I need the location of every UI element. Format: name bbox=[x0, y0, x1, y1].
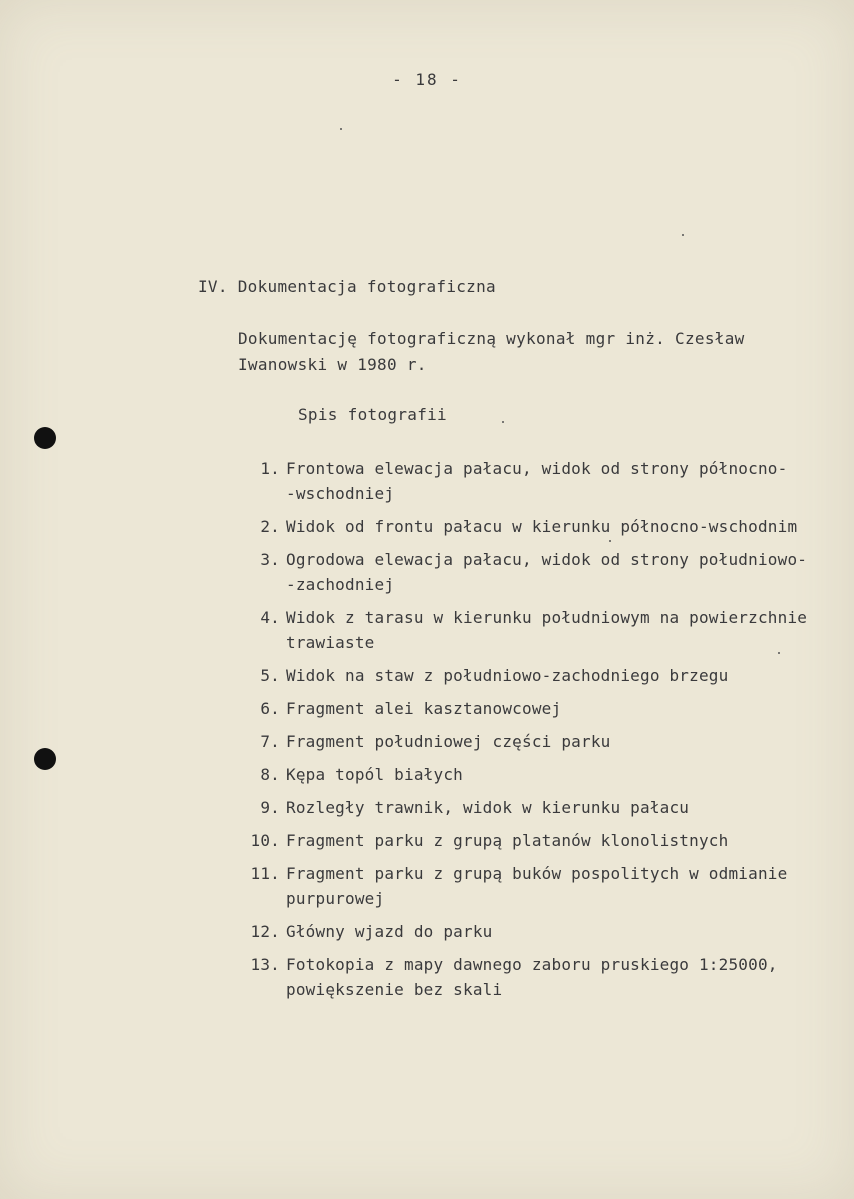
item-number: 2. bbox=[260, 517, 280, 536]
list-item bbox=[222, 795, 832, 820]
punch-hole bbox=[34, 427, 56, 449]
item-line: Fragment parku z grupą platanów klonolistnych bbox=[286, 831, 729, 850]
item-text bbox=[284, 663, 832, 688]
item-text bbox=[284, 952, 832, 1002]
item-number: 7. bbox=[260, 732, 280, 751]
list-title: Spis fotografii bbox=[298, 405, 447, 424]
intro-line: Iwanowski w 1980 r. bbox=[238, 355, 427, 374]
list-item bbox=[222, 861, 832, 911]
list-item bbox=[222, 663, 832, 688]
item-number: 5. bbox=[260, 666, 280, 685]
paper-speck bbox=[502, 421, 504, 423]
list-item bbox=[222, 828, 832, 853]
item-line: Kępa topól białych bbox=[286, 765, 463, 784]
list-item bbox=[222, 919, 832, 944]
list-item bbox=[222, 762, 832, 787]
intro-paragraph bbox=[238, 326, 798, 378]
list-item bbox=[222, 547, 832, 597]
item-text bbox=[284, 861, 832, 911]
list-item bbox=[222, 696, 832, 721]
item-line: Ogrodowa elewacja pałacu, widok od strony południowo- bbox=[286, 550, 808, 569]
item-line: trawiaste bbox=[286, 633, 375, 652]
item-number: 13. bbox=[250, 955, 280, 974]
item-line: Frontowa elewacja pałacu, widok od strony północno- bbox=[286, 459, 788, 478]
paper-speck bbox=[682, 234, 684, 236]
item-line: powiększenie bez skali bbox=[286, 980, 503, 999]
item-text bbox=[284, 795, 832, 820]
item-line: Widok z tarasu w kierunku południowym na powierzchnie bbox=[286, 608, 808, 627]
item-text bbox=[284, 605, 832, 655]
item-line: Główny wjazd do parku bbox=[286, 922, 493, 941]
item-line: purpurowej bbox=[286, 889, 385, 908]
item-text bbox=[284, 456, 832, 506]
item-number: 11. bbox=[250, 864, 280, 883]
paper-speck bbox=[778, 652, 780, 654]
list-item bbox=[222, 514, 832, 539]
paper-speck bbox=[609, 540, 611, 542]
item-number: 6. bbox=[260, 699, 280, 718]
item-number: 3. bbox=[260, 550, 280, 569]
item-line: Widok od frontu pałacu w kierunku północno-wschodnim bbox=[286, 517, 798, 536]
item-number: 4. bbox=[260, 608, 280, 627]
section-heading: IV. Dokumentacja fotograficzna bbox=[198, 277, 496, 296]
item-text bbox=[284, 828, 832, 853]
intro-line: Dokumentację fotograficzną wykonał mgr inż. Czesław bbox=[238, 329, 745, 348]
item-text bbox=[284, 696, 832, 721]
item-number: 10. bbox=[250, 831, 280, 850]
item-text bbox=[284, 547, 832, 597]
list-item bbox=[222, 605, 832, 655]
paper-speck bbox=[340, 128, 342, 130]
item-text bbox=[284, 514, 832, 539]
item-line: Rozległy trawnik, widok w kierunku pałacu bbox=[286, 798, 690, 817]
item-line: Fragment parku z grupą buków pospolitych w odmianie bbox=[286, 864, 788, 883]
page-number: - 18 - bbox=[392, 70, 462, 89]
item-line: Fragment alei kasztanowcowej bbox=[286, 699, 562, 718]
item-line: Fragment południowej części parku bbox=[286, 732, 611, 751]
list-item bbox=[222, 456, 832, 506]
item-line: Fotokopia z mapy dawnego zaboru pruskiego 1:25000, bbox=[286, 955, 778, 974]
item-number: 12. bbox=[250, 922, 280, 941]
item-number: 1. bbox=[260, 459, 280, 478]
list-item bbox=[222, 952, 832, 1002]
punch-hole bbox=[34, 748, 56, 770]
item-number: 9. bbox=[260, 798, 280, 817]
list-item bbox=[222, 729, 832, 754]
photo-list bbox=[222, 456, 832, 1010]
item-line: -zachodniej bbox=[286, 575, 395, 594]
item-text bbox=[284, 762, 832, 787]
item-line: Widok na staw z południowo-zachodniego brzegu bbox=[286, 666, 729, 685]
item-number: 8. bbox=[260, 765, 280, 784]
item-text bbox=[284, 729, 832, 754]
item-text bbox=[284, 919, 832, 944]
item-line: -wschodniej bbox=[286, 484, 395, 503]
